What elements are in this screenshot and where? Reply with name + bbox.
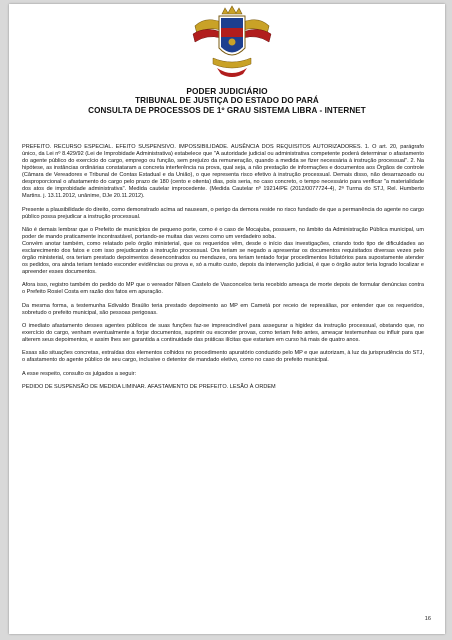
paragraph-1: PREFEITO. RECURSO ESPECIAL. EFEITO SUSPENSIVO. IMPOSSIBILIDADE. AUSÊNCIA DOS REQUISITOS AUTORIZADORES. 1. O art. 20, parágrafo único, da Lei nº 8.429/92 (Lei de Improbidade Administrativa) estabelece que "A autoridade judicial ou administrativa competente poderá determinar o afastamento do agente público do exercício do cargo, emprego ou função, sem prejuízo da remuneração, quando a medida se fizer necessária à instrução processual". 2. Na hipótese, as instâncias ordinárias constataram a concreta interferência na prova, qual seja, a não prestação de informações e documentos aos Órgãos de controle (Câmara de Vereadores e Tribunal de Contas Estadual e da União), o que representa risco efetivo à instrução processual. Demais disso, não desarrazoado ou desproporcional o afastamento do cargo pelo prazo de 180 (cento e oitenta) dias, pois seria, no caso concreto, o tempo necessário para verificar "a materialidade dos atos de improbidade administrativa". Medida cautelar improcedente. (Medida Cautelar nº 19214/PE (2012/0077724-4), 2ª Turma do STJ, Rel. Humberto Martins. j. 13.11.2012, unânime, DJe 20.11.2012). <box>22 144 424 200</box>
header-line-2: TRIBUNAL DE JUSTIÇA DO ESTADO DO PARÁ <box>135 96 319 105</box>
paragraph-8: Essas são situações concretas, extraídas dos elementos colhidos no procedimento apuratório conduzido pelo MP e que autorizam, à luz da jurisprudência do STJ, o afastamento do agente público de seu cargo, inclusive o detentor de mandado eletivo, como no caso do prefeito municipal. <box>22 350 424 364</box>
paragraph-4: Convém anotar também, como relatado pelo órgão ministerial, que os requeridos vêm, desde o início das investigações, criando todo tipo de dificuldades ao esclarecimento dos fatos e com isso prejudicando a instrução processual. Ora teriam se negado a apresentar os documentos requisitados diversas vezes pelo órgão ministerial, ora teriam prestado depoimentos desencontrados ou mendazes, ora teriam tentado forjar procedimentos licitatórios para supostamente atender os pedidos, ora ainda teriam tentado esconder evidências ou prova e, só a muito custo, depois da intervenção judicial, é que o órgão autor teria logrado localizar e apreender esses documentos. <box>22 240 424 276</box>
paragraph-10: PEDIDO DE SUSPENSÃO DE MEDIDA LIMINAR. AFASTAMENTO DE PREFEITO. LESÃO À ORDEM <box>22 383 276 390</box>
page-number: 16 <box>424 616 431 622</box>
paragraph-3: Não é demais lembrar que o Prefeito de municípios de pequeno porte, como é o caso de Mocajuba, possuem, no âmbito da Administração Pública municipal, um poder de mando praticamente incontrastável, portando-se muitas das vezes como um verdadeiro soba. <box>22 226 424 240</box>
paragraph-5: Afora isso, registro também do pedido do MP que o vereador Nilsen Castelo de Vasconcelos teria recebido ameaça de morte depois de formular denúncias contra o Prefeito Rosiel Costa em razão dos fatos em apuração. <box>22 282 424 296</box>
court-seal-icon <box>191 4 273 80</box>
header-line-1: PODER JUDICIÁRIO <box>186 86 268 96</box>
paragraph-9: A esse respeito, consulto os julgados a seguir: <box>22 370 137 377</box>
paragraph-6: Da mesma forma, a testemunha Edivaldo Braúlio teria prestado depoimento ao MP em Cametá por receio de represálias, por entender que os requeridos, sobretudo o prefeito municipal, são pessoas perigosas. <box>22 302 424 316</box>
header-line-3: CONSULTA DE PROCESSOS DE 1º GRAU SISTEMA LIBRA - INTERNET <box>88 106 366 115</box>
paragraph-2: Presente a plausibilidade do direito, como demonstrado acima ad nauseam, o perigo da demora reside no risco fundado de que a permanência do agente no cargo público possa prejudicar a instrução processual. <box>22 206 424 220</box>
document-body <box>22 144 424 397</box>
document-header <box>9 86 445 116</box>
paragraph-7: O imediato afastamento desses agentes públicos de suas funções faz-se imprescindível para assegurar a higidez da instrução processual, obstando que, no exercício do cargo, venham eventualmente a forjar documentos, suprimir ou esconder provas, como teriam feito antes, ameaçar testemunhas ou influir para que alterem seus depoimentos, e assim lhes ser garantida a continuidade das práticas ilícitas que estariam em curso há mais de quatro anos. <box>22 322 424 344</box>
document-page <box>9 4 445 634</box>
